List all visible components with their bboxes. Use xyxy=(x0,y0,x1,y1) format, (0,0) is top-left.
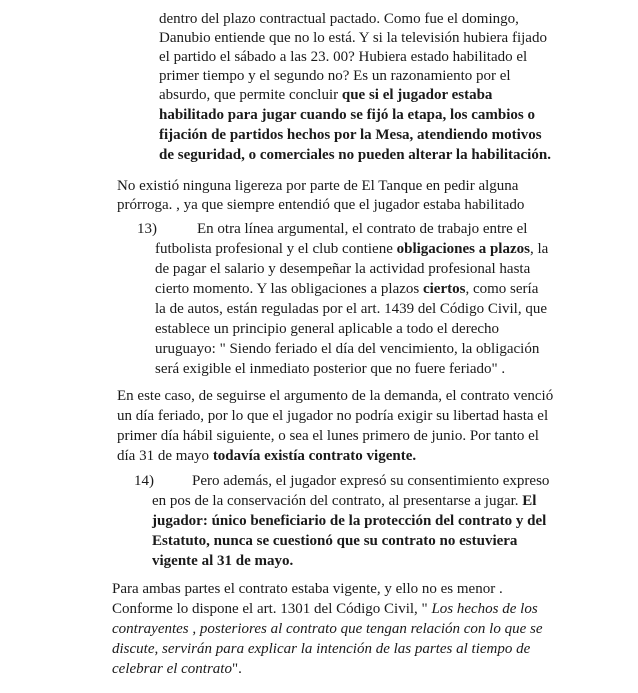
text-run: cierto momento. Y las obligaciones a plazos xyxy=(155,281,423,297)
bold-text-run: obligaciones a plazos xyxy=(396,241,530,257)
bold-text-run: todavía existía contrato vigente. xyxy=(212,448,417,464)
bold-text-run: ciertos xyxy=(422,281,466,297)
bold-paragraph-line: Estatuto, nunca se cuestionó que su contrato no estuviera xyxy=(152,533,518,549)
item-number: 13) xyxy=(137,221,157,237)
paragraph-line xyxy=(152,492,536,510)
paragraph-line: Danubio entiende que no lo está. Y si la televisión hubiera fijado xyxy=(159,30,547,46)
paragraph-line: será exigible el inmediato posterior que no fuere feriado" . xyxy=(155,361,506,377)
paragraph-line: la de autos, están reguladas por el art. 1439 del Código Civil, que xyxy=(155,301,547,317)
italic-paragraph-line: contrayentes , posteriores al contrato que tengan relación con lo que se xyxy=(112,621,543,637)
item-number: 14) xyxy=(134,473,154,489)
paragraph-line: establece un principio general aplicable a todo el derecho xyxy=(155,321,500,337)
paragraph-line xyxy=(155,240,548,258)
bold-paragraph-line: fijación de partidos hechos por la Mesa, atendiendo motivos xyxy=(159,127,542,143)
bold-paragraph-line: vigente al 31 de mayo. xyxy=(152,553,294,569)
bold-text-run: que si el jugador estaba xyxy=(341,87,493,103)
italic-text-run: celebrar el contrato xyxy=(112,661,232,677)
paragraph-line: un día feriado, por lo que el jugador no podría exigir su libertad hasta el xyxy=(117,408,549,424)
paragraph-line: de pagar el salario y desempeñar la actividad profesional hasta xyxy=(155,261,531,277)
bold-paragraph-line: de seguridad, o comerciales no pueden alterar la habilitación. xyxy=(159,147,551,163)
paragraph-line: prórroga. , ya que siempre entendió que el jugador estaba habilitado xyxy=(117,197,525,213)
text-run: , la xyxy=(529,241,549,257)
paragraph-line: En otra línea argumental, el contrato de trabajo entre el xyxy=(197,221,528,237)
text-run: futbolista profesional y el club contiene xyxy=(155,241,397,257)
text-run: en pos de la conservación del contrato, al presentarse a jugar. xyxy=(152,493,523,509)
paragraph-line: En este caso, de seguirse el argumento de la demanda, el contrato venció xyxy=(117,388,554,404)
text-run: absurdo, que permite concluir xyxy=(159,87,342,103)
paragraph-line: uruguayo: " Siendo feriado el día del vencimiento, la obligación xyxy=(155,341,540,357)
paragraph-line xyxy=(112,660,242,678)
paragraph-line xyxy=(155,280,538,298)
bold-paragraph-line: habilitado para jugar cuando se fijó la etapa, los cambios o xyxy=(159,107,536,123)
text-run: día 31 de mayo xyxy=(117,448,213,464)
paragraph-line: primer día hábil siguiente, o sea el lunes primero de junio. Por tanto el xyxy=(117,428,539,444)
italic-text-run: Los hechos de los xyxy=(431,601,538,617)
italic-paragraph-line: discute, servirán para explicar la intención de las partes al tiempo de xyxy=(112,641,531,657)
paragraph-line: Para ambas partes el contrato estaba vigente, y ello no es menor . xyxy=(112,581,503,597)
paragraph-line: el partido el sábado a las 23. 00? Hubiera estado habilitado el xyxy=(159,49,528,65)
paragraph-line: primer tiempo y el segundo no? Es un razonamiento por el xyxy=(159,68,511,84)
text-run: ". xyxy=(231,661,242,677)
bold-paragraph-line: jugador: único beneficiario de la protección del contrato y del xyxy=(152,513,547,529)
paragraph-line xyxy=(112,600,538,618)
paragraph-line: dentro del plazo contractual pactado. Como fue el domingo, xyxy=(159,11,519,27)
text-run: Conforme lo dispone el art. 1301 del Código Civil, " xyxy=(112,601,432,617)
paragraph-line xyxy=(159,86,492,104)
paragraph-line xyxy=(117,447,416,465)
paragraph-line: No existió ninguna ligereza por parte de El Tanque en pedir alguna xyxy=(117,178,519,194)
text-run: , como sería xyxy=(465,281,539,297)
paragraph-line: Pero además, el jugador expresó su consentimiento expreso xyxy=(192,473,550,489)
bold-text-run: El xyxy=(522,493,537,509)
